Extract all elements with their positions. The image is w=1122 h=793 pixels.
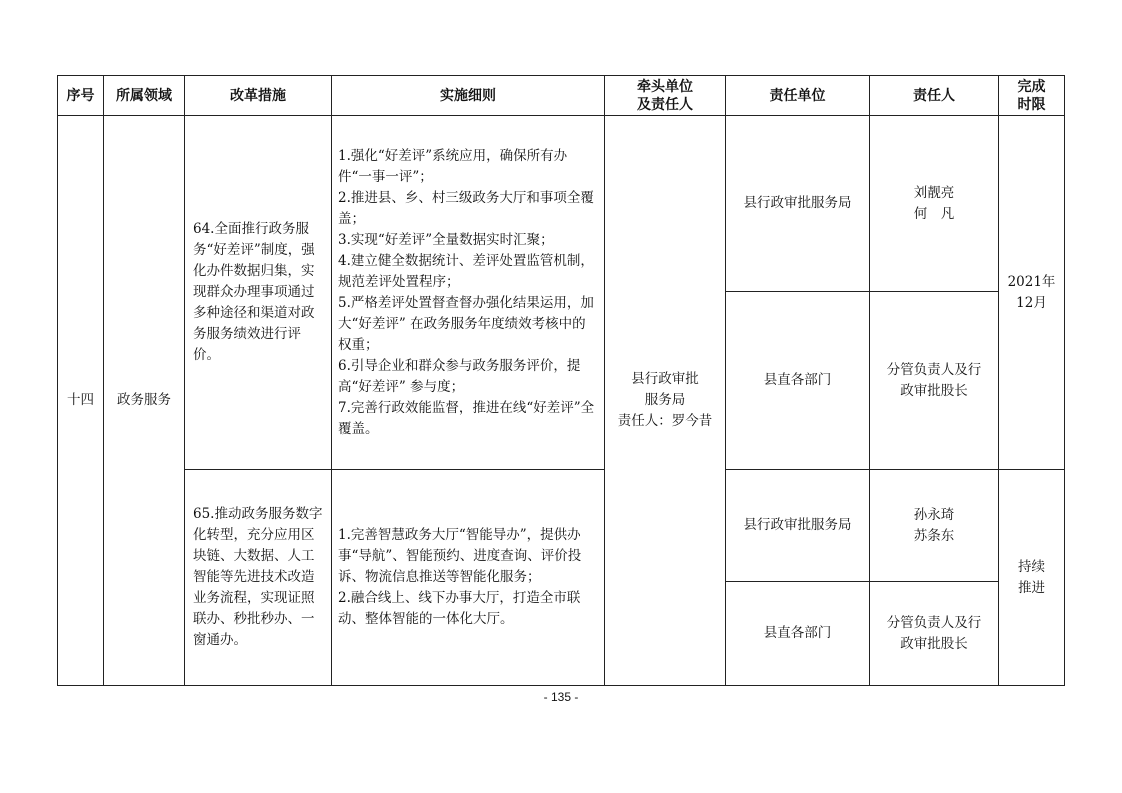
header-deadline-line2: 时限 [1017,96,1046,113]
measure-cell: 65.推动政务服务数字化转型，充分应用区块链、大数据、人工智能等先进技术改造业务流程，实现证照联办、秒批秒办、一窗通办。 [185,470,332,686]
person-line1: 孙永琦 [913,506,955,523]
header-detail: 实施细则 [332,76,605,116]
person-line2: 何 凡 [913,205,955,222]
header-deadline [999,76,1065,116]
lead-unit-cell [605,116,726,686]
deadline-cell [999,470,1065,686]
detail-line: 6.引导企业和群众参与政务服务评价，提高“好差评” 参与度； [338,357,581,395]
person-line2: 苏条东 [913,527,955,544]
person-line1: 分管负责人及行 [886,614,982,631]
deadline-cell [999,116,1065,470]
detail-line: 7.完善行政效能监督，推进在线“好差评”全覆盖。 [338,399,595,437]
detail-line: 2.融合线上、线下办事大厅，打造全市联动、整体智能的一体化大厅。 [338,590,581,627]
responsible-unit: 县行政审批服务局 [726,116,870,292]
header-person: 责任人 [870,76,999,116]
person-line2: 政审批股长 [900,635,968,652]
measure-cell: 64.全面推行政务服务“好差评”制度，强化办件数据归集，实现群众办理事项通过多种途径和渠道对政务服务绩效进行评价。 [185,116,332,470]
detail-line: 5.严格差评处置督查督办强化结果运用，加大“好差评” 在政务服务年度绩效考核中的权重； [338,294,594,353]
lead-unit-line2: 服务局 [644,392,686,408]
detail-line: 4.建立健全数据统计、差评处置监管机制，规范差评处置程序； [338,252,594,290]
detail-line: 3.实现“好差评”全量数据实时汇聚； [338,231,554,248]
header-row [58,76,1065,116]
detail-line: 2.推进县、乡、村三级政务大厅和事项全覆盖； [338,189,594,227]
person-line1: 分管负责人及行 [886,361,982,378]
deadline-line2: 推进 [1018,579,1045,596]
section-seq: 十四 [58,116,104,686]
responsible-person [870,292,999,470]
table-row [58,116,1065,292]
header-field: 所属领域 [104,76,185,116]
person-line2: 政审批股长 [900,382,968,399]
deadline-line2: 12月 [1016,294,1047,311]
responsible-person [870,470,999,582]
lead-person: 责任人：罗今昔 [617,413,713,429]
detail-line: 1.强化“好差评”系统应用，确保所有办件“一事一评”； [338,147,568,185]
deadline-line1: 持续 [1018,558,1045,575]
header-lead-line1: 牵头单位 [637,78,693,95]
header-seq: 序号 [58,76,104,116]
responsible-unit: 县行政审批服务局 [726,470,870,582]
header-lead-line2: 及责任人 [637,96,693,113]
lead-unit-line1: 县行政审批 [631,371,699,387]
header-measure: 改革措施 [185,76,332,116]
header-unit: 责任单位 [726,76,870,116]
responsible-person [870,116,999,292]
responsible-unit: 县直各部门 [726,292,870,470]
responsible-person [870,582,999,686]
page-number: - 135 - [543,690,579,704]
table-row [58,470,1065,582]
reform-table [57,75,1065,686]
person-line1: 刘靓亮 [913,184,955,201]
header-lead [605,76,726,116]
section-field: 政务服务 [104,116,185,686]
responsible-unit: 县直各部门 [726,582,870,686]
deadline-line1: 2021年 [1007,273,1056,290]
detail-cell [332,470,605,686]
detail-line: 1.完善智慧政务大厅“智能导办”，提供办事“导航”、智能预约、进度查询、评价投诉、物流信息推送等智能化服务； [338,527,582,585]
header-deadline-line1: 完成 [1017,78,1046,95]
detail-cell [332,116,605,470]
